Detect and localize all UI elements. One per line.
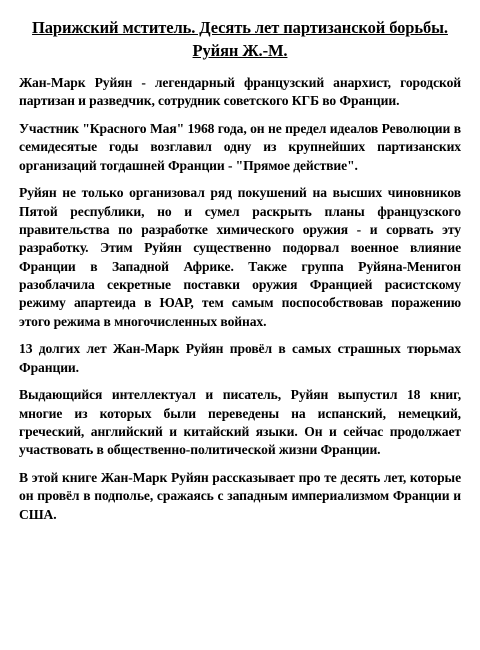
document-title: Парижский мститель. Десять лет партизанской борьбы. Руйян Ж.-М. bbox=[32, 18, 448, 60]
paragraph-red-may: Участник "Красного Мая" 1968 года, он не предел идеалов Революции в семидесятые годы возглавил одну из крупнейших партизанских организаций тогдашней Франции - "Прямое действие". bbox=[19, 121, 461, 173]
paragraph-operations: Руйян не только организовал ряд покушений на высших чиновников Пятой республики, но и сумел раскрыть планы французского правительства по разработке химического оружия - и сорвать эту разработку. Этим Руйян существенно подорвал военное влияние Франции в Западной Африке. Также группа Руйяна-Менигон разоблачила секретные поставки оружия Францией расистскому режиму апартеида в ЮАР, тем самым поспособствовав поражению этого режима в многочисленных войнах. bbox=[19, 185, 461, 329]
paragraph-intro: Жан-Марк Руйян - легендарный французский анархист, городской партизан и разведчик, сотрудник советского КГБ во Франции. bbox=[19, 75, 461, 109]
paragraph-prison: 13 долгих лет Жан-Марк Руйян провёл в самых страшных тюрьмах Франции. bbox=[19, 341, 461, 375]
document-page bbox=[19, 16, 461, 534]
paragraph-book: В этой книге Жан-Марк Руйян рассказывает про те десять лет, которые он провёл в подполье, сражаясь с западным империализмом Франции и США. bbox=[19, 470, 461, 522]
paragraph-writer: Выдающийся интеллектуал и писатель, Руйян выпустил 18 книг, многие из которых были переведены на испанский, немецкий, греческий, английский и китайский языки. Он и сейчас продолжает участвовать в общественно-политической жизни Франции. bbox=[19, 387, 461, 458]
